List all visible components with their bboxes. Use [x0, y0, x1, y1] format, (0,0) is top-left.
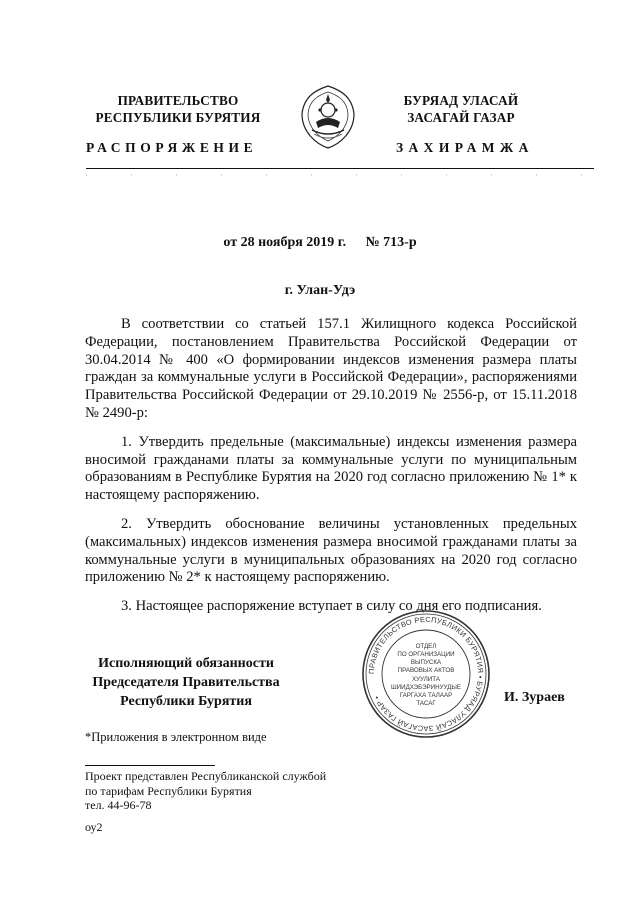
- stamp-center-line: ТАСАГ: [416, 700, 436, 707]
- header-divider: [86, 168, 594, 169]
- doc-type-left: РАСПОРЯЖЕНИЕ: [86, 140, 258, 155]
- document-city: г. Улан-Удэ: [284, 283, 356, 298]
- paragraph-item-1: 1. Утвердить предельные (максимальные) индексы изменения размера вносимой гражданами платы за коммунальные услуги по муниципальным образованиям в Республике Бурятия на 2020 год согласно приложению № 1* к настоящему распоряжению.: [85, 433, 577, 504]
- footer-info: [85, 769, 326, 834]
- document-number: № 713-р: [365, 235, 417, 250]
- document-body: [85, 316, 577, 627]
- footer-line-1: Проект представлен Республиканской службой: [85, 769, 327, 783]
- footer-divider: [85, 765, 215, 766]
- header-left-line-1: ПРАВИТЕЛЬСТВО: [117, 93, 239, 108]
- header-right-org: [366, 92, 556, 126]
- signatory-title-line-3: Республики Бурятия: [120, 694, 252, 709]
- stamp-center-line: ГАРГАХА ТАЛААР: [399, 692, 453, 699]
- stamp-center-line: ХУУЛИТА: [412, 676, 440, 683]
- official-stamp: [360, 608, 492, 740]
- document-date: от 28 ноября 2019 г.: [223, 235, 347, 250]
- footer-phone: тел. 44-96-78: [85, 798, 152, 812]
- stamp-center-line: ОТДЕЛ: [415, 643, 437, 650]
- stamp-ring-text: ПРАВИТЕЛЬСТВО РЕСПУБЛИКИ БУРЯТИЯ • БУРЯАД УЛАСАЙ ЗАСАГАЙ ГАЗАР •: [366, 614, 486, 734]
- header-left-line-2: РЕСПУБЛИКИ БУРЯТИЯ: [95, 110, 261, 125]
- signatory-name: И. Зураев: [504, 690, 565, 705]
- header-right-line-2: ЗАСАГАЙ ГАЗАР: [407, 110, 515, 125]
- footer-line-2: по тарифам Республики Бурятия: [85, 783, 252, 798]
- appendix-note: *Приложения в электронном виде: [85, 730, 267, 744]
- footer-code: оу2: [85, 819, 103, 834]
- signatory-title: [88, 654, 284, 711]
- paragraph-preamble: В соответствии со статьей 157.1 Жилищного кодекса Российской Федерации, постановлением Правительства Российской Федерации от 30.04.2014 № 400 «О формировании индексов изменения размера платы граждан за коммунальные услуги в Российской Федерации», распоряжениями Правительства Российской Федерации от 29.10.2019 № 2556-р, от 15.11.2018 № 2490-р:: [85, 316, 577, 421]
- paragraph-item-2: 2. Утвердить обоснование величины установленных предельных (максимальных) индексов изменения размера вносимой гражданами платы за коммунальные услуги в муниципальных образованиях на 2020 год согласно приложению № 2* к настоящему распоряжению.: [85, 515, 577, 586]
- stamp-center-line: ПРАВОВЫХ АКТОВ: [397, 667, 455, 674]
- buryatia-coat-of-arms-icon: [298, 84, 358, 150]
- header-left-org: [78, 92, 278, 126]
- header-right-line-1: БУРЯАД УЛАСАЙ: [403, 93, 519, 108]
- stamp-center-line: ПО ОРГАНИЗАЦИИ: [397, 651, 455, 658]
- stamp-center-line: ВЫПУСКА: [410, 659, 442, 666]
- stamp-center-line: ШИИДХЭБЭРИНУУДЫЕ: [391, 684, 461, 691]
- signatory-title-line-2: Председателя Правительства: [92, 675, 280, 690]
- date-number-line: [0, 235, 640, 251]
- header-dotted-line: [86, 172, 594, 178]
- signatory-title-line-1: Исполняющий обязанности: [98, 656, 274, 671]
- paragraph-item-3: 3. Настоящее распоряжение вступает в силу со дня его подписания.: [121, 598, 542, 615]
- doc-type-right: ЗАХИРАМЖА: [396, 140, 534, 155]
